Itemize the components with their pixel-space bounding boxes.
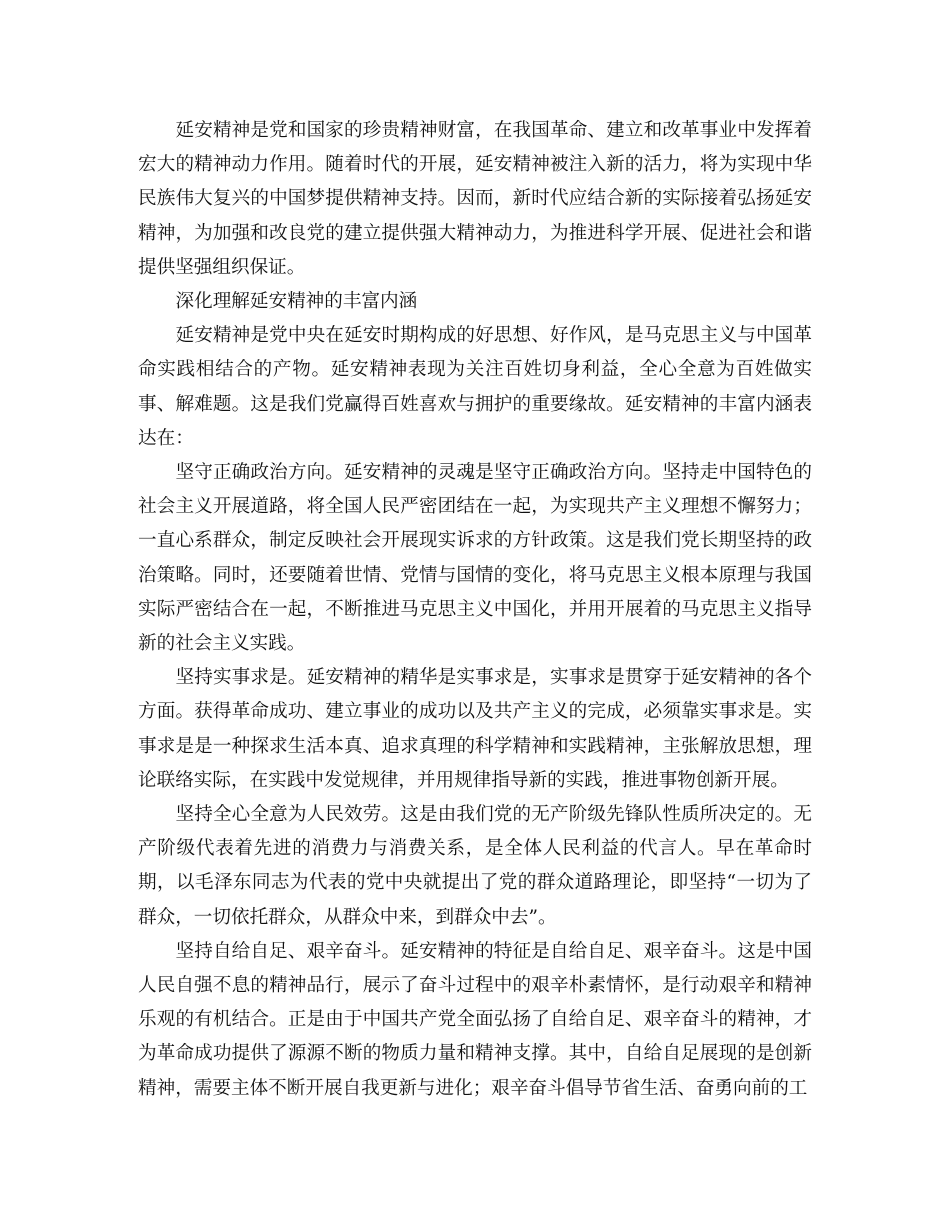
paragraph-serve-people: 坚持全心全意为人民效劳。这是由我们党的无产阶级先锋队性质所决定的。无产阶级代表着先进的消费力与消费关系，是全体人民利益的代言人。早在革命时期，以毛泽东同志为代表的党中央就提出了党的群众道路理论，即坚持“一切为了群众，一切依托群众，从群众中来，到群众中去”。 <box>138 804 812 928</box>
document-body <box>138 114 812 1106</box>
section-heading: 深化理解延安精神的丰富内涵 <box>175 291 418 313</box>
paragraph-connotation: 延安精神是党中央在延安时期构成的好思想、好作风，是马克思主义与中国革命实践相结合的产物。延安精神表现为关注百姓切身利益，全心全意为百姓做实事、解难题。这是我们党赢得百姓喜欢与拥护的重要缘故。延安精神的丰富内涵表达在： <box>138 325 812 449</box>
paragraph-political-direction: 坚守正确政治方向。延安精神的灵魂是坚守正确政治方向。坚持走中国特色的社会主义开展道路，将全国人民严密团结在一起，为实现共产主义理想不懈努力；一直心系群众，制定反映社会开展现实诉求的方针政策。这是我们党长期坚持的政治策略。同时，还要随着世情、党情与国情的变化，将马克思主义根本原理与我国实际严密结合在一起，不断推进马克思主义中国化，并用开展着的马克思主义指导新的社会主义实践。 <box>138 462 812 655</box>
paragraph-intro: 延安精神是党和国家的珍贵精神财富，在我国革命、建立和改革事业中发挥着宏大的精神动力作用。随着时代的开展，延安精神被注入新的活力，将为实现中华民族伟大复兴的中国梦提供精神支持。因而，新时代应结合新的实际接着弘扬延安精神，为加强和改良党的建立提供强大精神动力，为推进科学开展、促进社会和谐提供坚强组织保证。 <box>138 120 812 278</box>
paragraph-self-reliance: 坚持自给自足、艰辛奋斗。延安精神的特征是自给自足、艰辛奋斗。这是中国人民自强不息的精神品行，展示了奋斗过程中的艰辛朴素情怀，是行动艰辛和精神乐观的有机结合。正是由于中国共产党全面弘扬了自给自足、艰辛奋斗的精神，才为革命成功提供了源源不断的物质力量和精神支撑。其中，自给自足展现的是创新精神，需要主体不断开展自我更新与进化；艰辛奋斗倡导节省生活、奋勇向前的工 <box>138 940 812 1099</box>
paragraph-seek-truth: 坚持实事求是。延安精神的精华是实事求是，实事求是贯穿于延安精神的各个方面。获得革命成功、建立事业的成功以及共产主义的完成，必须靠实事求是。实事求是是一种探求生活本真、追求真理的科学精神和实践精神，主张解放思想，理论联络实际，在实践中发觉规律，并用规律指导新的实践，推进事物创新开展。 <box>138 667 812 791</box>
